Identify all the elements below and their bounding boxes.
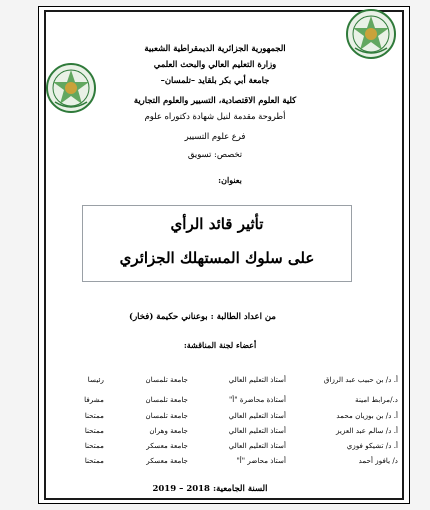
faculty-heading: كلية العلوم الاقتصادية، التسيير والعلوم التجارية	[133, 95, 297, 105]
republic-heading: الجمهورية الجزائرية الديمقراطية الشعبية	[144, 43, 286, 53]
member-name: د/ يافوز أحمد	[358, 456, 398, 465]
member-rank: أستاذ التعليم العالي	[228, 411, 286, 420]
member-institution: جامعة تلمسان	[145, 395, 188, 404]
committee-member-row	[46, 412, 398, 424]
member-role: ممتحنا	[84, 456, 104, 465]
student-name: من اعداد الطالبة : بوعناني حكيمة (فخار)	[129, 312, 276, 322]
member-rank: أستاذ التعليم العالي	[228, 441, 286, 450]
member-role: ممتحنا	[84, 441, 104, 450]
committee-member-row	[46, 442, 398, 454]
university-seal-icon	[345, 8, 397, 60]
member-role: ممتحنا	[84, 411, 104, 420]
ministry-heading: وزارة التعليم العالي والبحث العلمي	[153, 59, 277, 69]
entitled-label: بعنوان:	[218, 175, 242, 185]
member-role: ممتحنا	[84, 426, 104, 435]
member-name: أ. د/ سالم عبد العزيز	[335, 426, 398, 435]
thesis-title-line2: على سلوك المستهلك الجزائري	[119, 249, 315, 267]
member-institution: جامعة تلمسان	[145, 375, 188, 384]
member-name: أ. د/ بن حبيب عبد الرزاق	[323, 375, 398, 384]
thesis-title-line1: تأثير قائد الرأي	[170, 215, 264, 233]
member-name: أ. د/ بن بوزيان محمد	[336, 411, 398, 420]
committee-member-row	[46, 457, 398, 469]
member-role: مشرفا	[84, 395, 104, 404]
branch-label: فرع علوم التسيير	[184, 131, 246, 141]
thesis-type: أطروحة مقدمة لنيل شهادة دكتوراه علوم	[144, 111, 286, 121]
committee-member-row	[46, 427, 398, 439]
member-name: أ. د/ تشيكو فوزي	[346, 441, 398, 450]
committee-heading: أعضاء لجنة المناقشة:	[183, 340, 257, 350]
member-institution: جامعة وهران	[149, 426, 188, 435]
member-institution: جامعة معسكر	[146, 441, 188, 450]
member-name: د./مرابط امينة	[355, 395, 398, 404]
university-seal-icon	[45, 62, 97, 114]
member-rank: أستاذ التعليم العالي	[228, 375, 286, 384]
member-institution: جامعة تلمسان	[145, 411, 188, 420]
member-rank: أستاذ التعليم العالي	[228, 426, 286, 435]
member-institution: جامعة معسكر	[146, 456, 188, 465]
committee-member-row	[46, 396, 398, 408]
member-role: رئيسا	[87, 375, 104, 384]
committee-member-row	[46, 376, 398, 388]
university-heading: جامعة أبي بكر بلقايد –تلمسان–	[160, 75, 270, 85]
member-rank: أستاذ محاضر "أ"	[236, 456, 286, 465]
academic-year: السنة الجامعية: 2018 – 2019	[152, 484, 268, 494]
specialty-label: تخصص: تسويق	[187, 149, 243, 159]
member-rank: أستاذة محاضرة "أ"	[228, 395, 286, 404]
thesis-title-box	[82, 205, 352, 282]
